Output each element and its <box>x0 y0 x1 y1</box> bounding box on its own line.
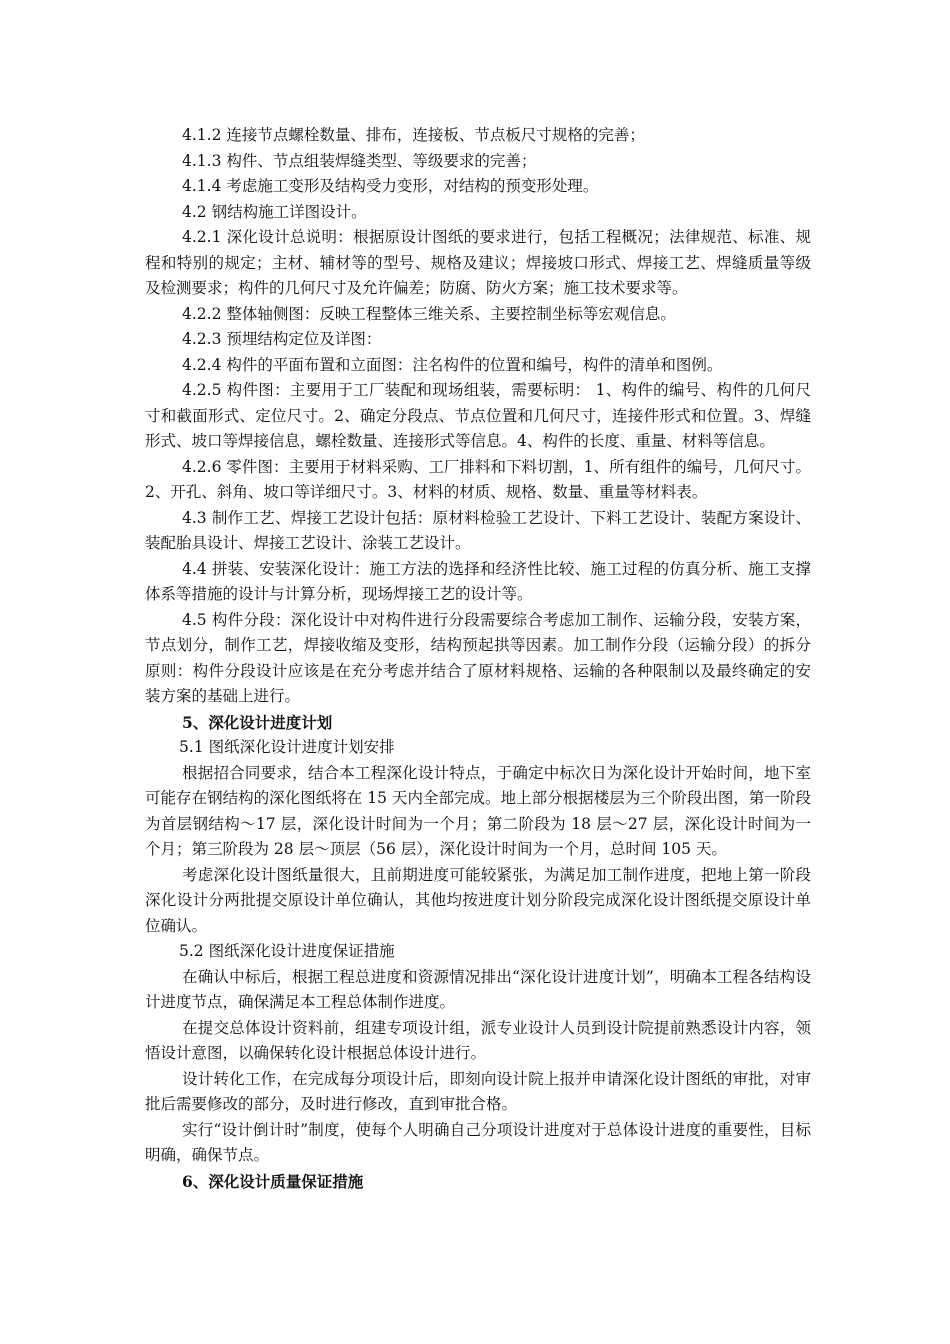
subsection-heading-5-2: 5.2 图纸深化设计进度保证措施 <box>179 942 395 960</box>
paragraph-4-2-2: 4.2.2 整体轴侧图：反映工程整体三维关系、主要控制坐标等宏观信息。 <box>182 304 676 323</box>
paragraph-4-2-1: 4.2.1 深化设计总说明：根据原设计图纸的要求进行，包括工程概况；法律规范、标准、规程和特别的规定；主材、辅材等的型号、规格及建议；焊接坡口形式、焊接工艺、焊缝质量等级及检测要求；构件的几何尺寸及允许偏差；防腐、防火方案；施工技术要求等。 <box>145 228 811 297</box>
paragraph-4-1-3: 4.1.3 构件、节点组装焊缝类型、等级要求的完善； <box>182 151 537 170</box>
paragraph-4-2-4: 4.2.4 构件的平面布置和立面图：注名构件的位置和编号，构件的清单和图例。 <box>182 355 723 374</box>
section-heading-5: 5、深化设计进度计划 <box>182 712 333 732</box>
paragraph-4-3: 4.3 制作工艺、焊接工艺设计包括：原材料检验工艺设计、下料工艺设计、装配方案设计、装配胎具设计、焊接工艺设计、涂装工艺设计。 <box>145 508 811 552</box>
paragraph-4-1-2: 4.1.2 连接节点螺栓数量、排布，连接板、节点板尺寸规格的完善； <box>182 126 645 144</box>
paragraph-batches: 考虑深化设计图纸量很大，且前期进度可能较紧张，为满足加工制作进度，把地上第一阶段深化设计分两批提交原设计单位确认，其他均按进度计划分阶段完成深化设计图纸提交原设计单位确认。 <box>145 865 811 935</box>
paragraph-4-4: 4.4 拼装、安装深化设计：施工方法的选择和经济性比较、施工过程的仿真分析、施工支撑体系等措施的设计与计算分析，现场焊接工艺的设计等。 <box>145 559 811 603</box>
paragraph-countdown: 实行“设计倒计时”制度，使每个人明确自己分项设计进度对于总体设计进度的重要性，目标明确，确保节点。 <box>145 1120 811 1164</box>
paragraph-4-5: 4.5 构件分段：深化设计中对构件进行分段需要综合考虑加工制作、运输分段，安装方案，节点划分，制作工艺，焊接收缩及变形，结构预起拱等因素。加工制作分段（运输分段）的拆分原则：构件分段设计应该是在充分考虑并结合了原材料规格、运输的各种限制以及最终确定的安装方案的基础上进行。 <box>145 610 811 705</box>
paragraph-schedule: 根据招合同要求，结合本工程深化设计特点，于确定中标次日为深化设计开始时间，地下室可能存在钢结构的深化图纸将在 15 天内全部完成。地上部分根据楼层为三个阶段出图，第一阶段为首层钢结构～17 层，深化设计时间为一个月；第二阶段为 18 层～27 层，深化设计时间为一个月；第三阶段为 28 层～顶层（56 层），深化设计时间为一个月，总时间 105 天。 <box>145 763 811 858</box>
paragraph-4-2: 4.2 钢结构施工详图设计。 <box>182 202 367 221</box>
paragraph-4-1-4: 4.1.4 考虑施工变形及结构受力变形，对结构的预变形处理。 <box>182 177 599 195</box>
paragraph-design-team: 在提交总体设计资料前，组建专项设计组，派专业设计人员到设计院提前熟悉设计内容，领悟设计意图，以确保转化设计根据总体设计进行。 <box>145 1018 811 1062</box>
paragraph-4-2-5: 4.2.5 构件图：主要用于工厂装配和现场组装，需要标明： 1、构件的编号、构件的几何尺寸和截面形式、定位尺寸。2、确定分段点、节点位置和几何尺寸，连接件形式和位置。3、焊缝形式、坡口等焊接信息，螺栓数量、连接形式等信息。4、构件的长度、重量、材料等信息。 <box>145 381 811 450</box>
subsection-heading-5-1: 5.1 图纸深化设计进度计划安排 <box>179 738 395 756</box>
paragraph-confirm-bid: 在确认中标后，根据工程总进度和资源情况排出“深化设计进度计划”，明确本工程各结构设计进度节点，确保满足本工程总体制作进度。 <box>145 967 811 1011</box>
section-heading-6: 6、深化设计质量保证措施 <box>182 1171 364 1191</box>
paragraph-4-2-6: 4.2.6 零件图：主要用于材料采购、工厂排料和下料切割，1、所有组件的编号，几何尺寸。2、开孔、斜角、坡口等详细尺寸。3、材料的材质、规格、数量、重量等材料表。 <box>145 457 811 501</box>
paragraph-approval: 设计转化工作，在完成每分项设计后，即刻向设计院上报并申请深化设计图纸的审批，对审批后需要修改的部分，及时进行修改，直到审批合格。 <box>145 1069 811 1113</box>
document-body <box>145 123 811 1194</box>
paragraph-4-2-3: 4.2.3 预埋结构定位及详图： <box>182 330 382 348</box>
